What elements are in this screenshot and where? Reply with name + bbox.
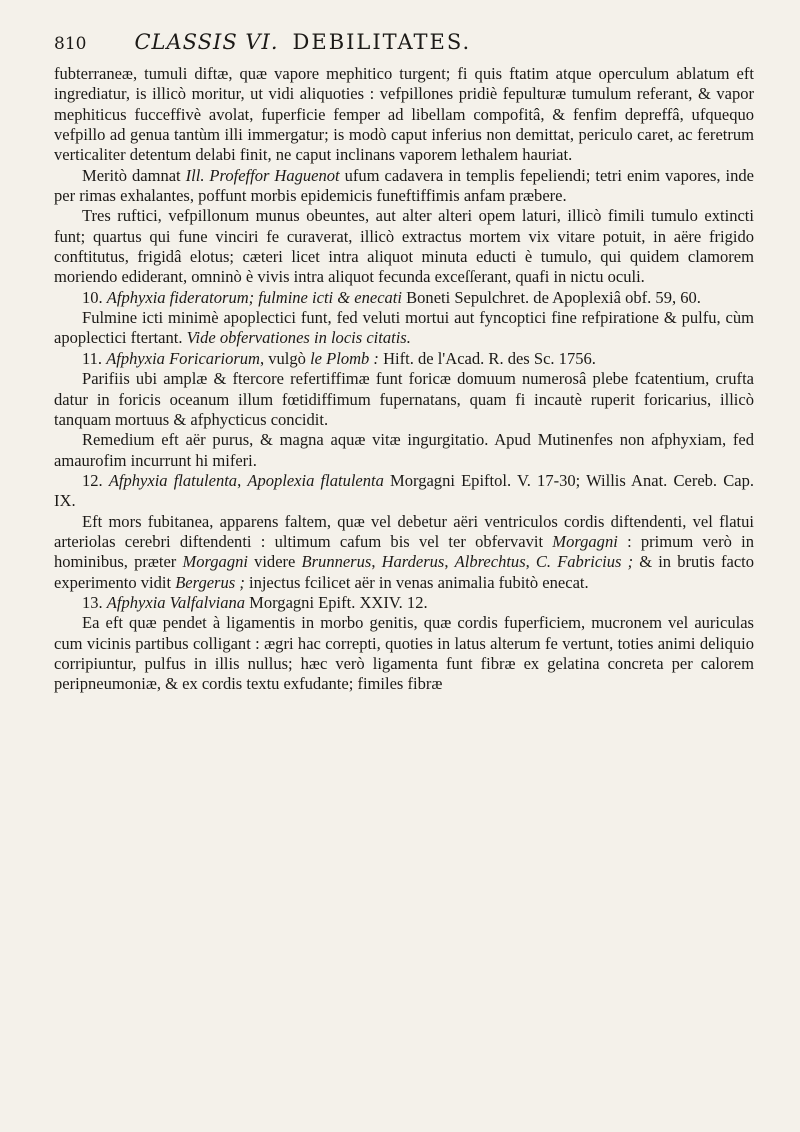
italic-run: Apoplexia flatulenta <box>247 470 384 490</box>
text-run: Remedium eft aër purus, & magna aquæ vitæ ingurgitatio. Apud Mutinenfes non afphyxiam, fed amaurofim incurrunt hi miferi. <box>54 430 754 470</box>
text-run: : primum verò in hominibus, præter <box>54 531 754 572</box>
italic-run: Afphyxia flatulenta <box>108 470 238 490</box>
page-number: 810 <box>54 34 87 54</box>
body-text <box>54 64 754 695</box>
paragraph <box>54 166 754 207</box>
italic-run: Albrechtus <box>454 552 526 572</box>
text-run: Hift. de l'Acad. R. des Sc. 1756. <box>378 348 596 368</box>
text-run: Morgagni Epift. XXIV. 12. <box>245 592 428 612</box>
paragraph <box>54 308 754 349</box>
running-head-classis: CLASSIS VI. <box>134 30 279 54</box>
text-run: , <box>444 552 455 572</box>
numbered-entry <box>54 288 754 308</box>
numbered-entry <box>54 349 754 369</box>
text-run: 13. <box>82 592 107 612</box>
text-run: , <box>525 552 536 572</box>
paragraph <box>54 369 754 430</box>
text-run: Parifiis ubi amplæ & ftercore refertiffimæ funt foricæ domuum numerosâ plebe fcatentium, crufta datur in foricis oceanum illum fœtidiffimum fupernatans, quam fi incautè ruperit foricarius, illicò tanquam mortuus & afphycticus concidit. <box>54 369 754 429</box>
text-run: Morgagni Epiftol. V. 17-30; Willis Anat. Cereb. Cap. IX. <box>54 470 754 511</box>
numbered-entry <box>54 593 754 613</box>
italic-run: Morgagni <box>552 531 618 551</box>
italic-run: Afphyxia fideratorum; fulmine icti & enecati <box>106 287 402 307</box>
text-run: ufum cadavera in templis fepeliendi; tetri enim vapores, inde per rimas exhalantes, poffunt morbis epidemicis funeftiffimis anfam præbere. <box>54 165 754 206</box>
text-run: videre <box>247 552 302 572</box>
text-run: , vulgò <box>260 348 311 368</box>
italic-run: Vide obfervationes in locis citatis. <box>186 328 411 348</box>
running-head-title: DEBILITATES. <box>292 30 472 54</box>
italic-run: Afphyxia Valfalviana <box>106 592 245 612</box>
text-run: 12. <box>82 470 109 490</box>
book-page <box>54 30 754 695</box>
text-run: , <box>237 470 248 490</box>
text-run: Eft mors fubitanea, apparens faltem, quæ vel debetur aëri ventriculos cordis diftendenti, vel flatui arteriolas cerebri diftendenti : ultimum cafum bis vel ter obfervavit <box>54 511 754 551</box>
paragraph <box>54 613 754 694</box>
italic-run: Bergerus ; <box>175 572 245 592</box>
text-run: Meritò damnat <box>82 165 186 185</box>
text-run: 10. <box>82 287 107 307</box>
text-run: 11. <box>82 348 107 368</box>
text-run: fubterraneæ, tumuli diftæ, quæ vapore mephitico turgent; fi quis ftatim atque operculum ablatum eft ingrediatur, is illicò moritur, ut vidi aliquoties : vefpillones pridiè fepulturæ tumulum referant, & vapor mephiticus fucceffivè avolat, fuperficie femper ad libellam compofitâ, & fenfim depreffâ, ufquequo vefpillo ad genua tantùm illi immergatur; is modò caput inferius non demittat, periculo caret, ac feretrum verticaliter detentum delabi finit, ne caput inclinans vaporem lethalem hauriat. <box>54 64 754 165</box>
italic-run: le Plomb : <box>310 348 379 368</box>
text-run: injectus fcilicet aër in venas animalia fubitò enecat. <box>244 572 589 592</box>
italic-run: Afphyxia Foricariorum <box>106 348 260 368</box>
italic-run: Harderus <box>381 552 445 572</box>
paragraph <box>54 206 754 287</box>
text-run: Ea eft quæ pendet à ligamentis in morbo genitis, quæ cordis fuperficiem, mucronem vel auriculas cum vicinis partibus colligant : ægri hac correpti, quoties in latus alterum fe vertunt, toties animi deliquio corripiuntur, pulfus in illis nullus; hæc verò ligamenta funt fibræ ex gelatina concreta per calorem peripneumoniæ, & ex cordis textu exfudante; fimiles fibræ <box>54 613 754 694</box>
italic-run: C. Fabricius ; <box>535 552 634 572</box>
italic-run: Brunnerus <box>301 552 372 572</box>
paragraph <box>54 64 754 166</box>
paragraph <box>54 512 754 593</box>
text-run: , <box>371 552 382 572</box>
running-head <box>54 30 754 60</box>
text-run: & in brutis facto experimento vidit <box>54 552 755 592</box>
text-run: Tres ruftici, vefpillonum munus obeuntes, aut alter alteri opem laturi, illicò fimili tumulo extincti funt; quartus qui fune vinciri fe curaverat, illicò extractus mortem vix vitare potuit, in aëre frigido conftitutus, frigidâ elotus; cæteri licet intra aliquot minuta educti è tumulo, qui quidem clamorem moriendo ediderant, omninò è vivis intra aliquot fecunda exceſſerant, quafi in nictu oculi. <box>54 206 754 287</box>
italic-run: Morgagni <box>182 552 248 572</box>
paragraph <box>54 430 754 471</box>
italic-run: Ill. Profeffor Haguenot <box>185 165 340 185</box>
text-run: Fulmine icti minimè apoplectici funt, fed veluti mortui aut fyncoptici fine refpiratione & pulfu, cùm apoplectici ftertant. <box>54 308 754 348</box>
numbered-entry <box>54 471 754 512</box>
text-run: Boneti Sepulchret. de Apoplexiâ obf. 59, 60. <box>402 287 701 307</box>
